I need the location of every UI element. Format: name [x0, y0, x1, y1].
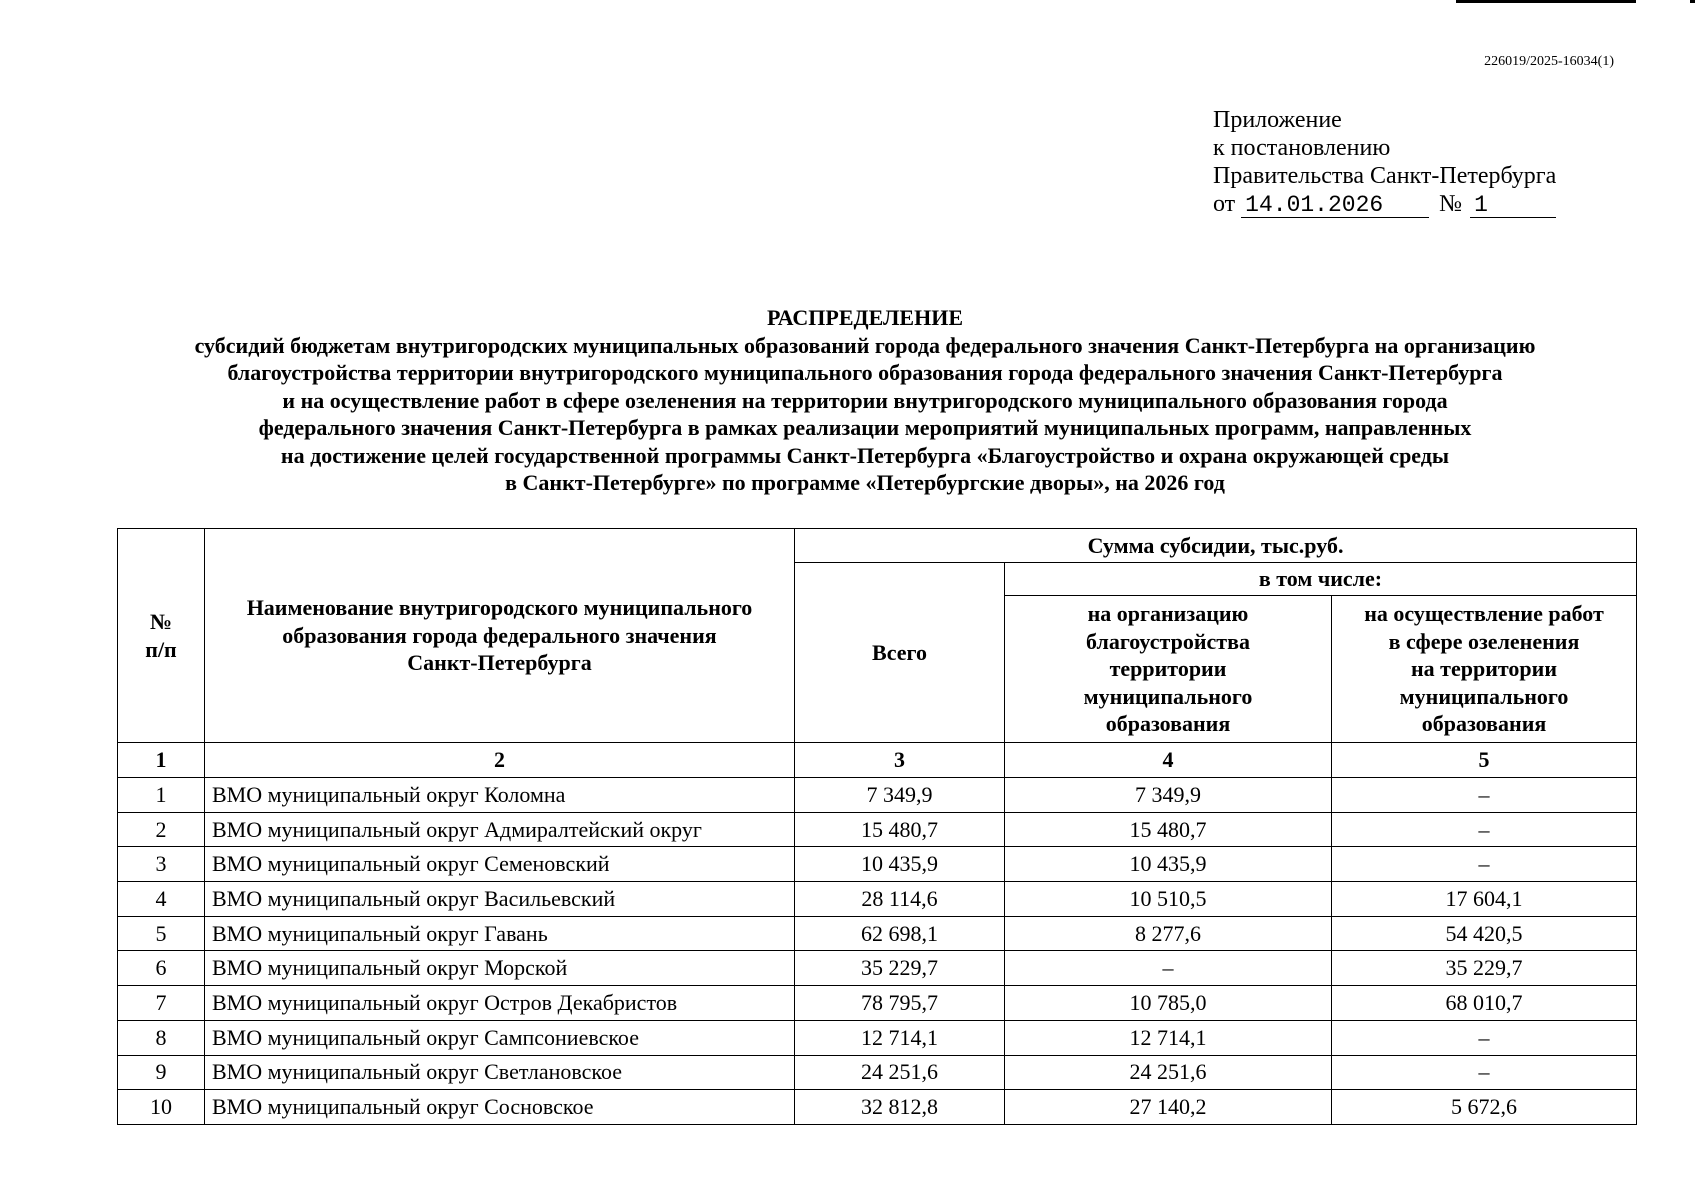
document-number: 226019/2025-16034(1) [1484, 54, 1614, 69]
row-number: 7 [118, 986, 205, 1021]
row-name: ВМО муниципальный округ Сосновское [205, 1090, 795, 1125]
row-name: ВМО муниципальный округ Гавань [205, 916, 795, 951]
row-name: ВМО муниципальный округ Адмиралтейский округ [205, 812, 795, 847]
from-label: от [1213, 191, 1236, 217]
row-improvement: 10 785,0 [1005, 986, 1332, 1021]
appendix-line: Правительства Санкт-Петербурга [1213, 163, 1557, 189]
row-greening: – [1332, 1020, 1637, 1055]
row-name: ВМО муниципальный округ Светлановское [205, 1055, 795, 1090]
row-name: ВМО муниципальный округ Морской [205, 951, 795, 986]
row-improvement: – [1005, 951, 1332, 986]
row-total: 28 114,6 [795, 882, 1005, 917]
row-improvement: 27 140,2 [1005, 1090, 1332, 1125]
row-greening: 5 672,6 [1332, 1090, 1637, 1125]
row-greening: 17 604,1 [1332, 882, 1637, 917]
row-total: 32 812,8 [795, 1090, 1005, 1125]
appendix-date-line [1213, 190, 1556, 218]
row-greening: – [1332, 778, 1637, 813]
row-total: 78 795,7 [795, 986, 1005, 1021]
number-label: № [1439, 191, 1463, 217]
header-num: № п/п [118, 529, 205, 743]
row-improvement: 15 480,7 [1005, 812, 1332, 847]
resolution-number: 1 [1470, 193, 1556, 218]
row-total: 12 714,1 [795, 1020, 1005, 1055]
scan-mark-dot [1690, 0, 1695, 3]
header-improvement: на организацию благоустройства территории муниципального образования [1005, 596, 1332, 743]
row-total: 10 435,9 [795, 847, 1005, 882]
column-index: 3 [795, 743, 1005, 778]
header-greening: на осуществление работ в сфере озеленения на территории муниципального образования [1332, 596, 1637, 743]
row-name: ВМО муниципальный округ Васильевский [205, 882, 795, 917]
document-title [100, 304, 1630, 497]
title-line: и на осуществление работ в сфере озеленения на территории внутригородского муниципального образования города [282, 387, 1448, 413]
resolution-date: 14.01.2026 [1241, 193, 1429, 218]
title-line: на достижение целей государственной программы Санкт-Петербурга «Благоустройство и охрана окружающей среды [280, 442, 1450, 468]
row-number: 1 [118, 778, 205, 813]
table-row [118, 1020, 1637, 1055]
row-total: 24 251,6 [795, 1055, 1005, 1090]
title-heading: РАСПРЕДЕЛЕНИЕ [766, 305, 963, 330]
row-greening: – [1332, 847, 1637, 882]
row-greening: – [1332, 1055, 1637, 1090]
appendix-line: к постановлению [1213, 135, 1391, 161]
table-row [118, 1090, 1637, 1125]
header-name: Наименование внутригородского муниципального образования города федерального значения Санкт-Петербурга [205, 529, 795, 743]
table-row [118, 916, 1637, 951]
row-greening: 54 420,5 [1332, 916, 1637, 951]
row-improvement: 24 251,6 [1005, 1055, 1332, 1090]
row-improvement: 12 714,1 [1005, 1020, 1332, 1055]
row-total: 15 480,7 [795, 812, 1005, 847]
row-improvement: 8 277,6 [1005, 916, 1332, 951]
scan-mark-line [1456, 0, 1636, 3]
row-name: ВМО муниципальный округ Семеновский [205, 847, 795, 882]
column-index: 1 [118, 743, 205, 778]
row-number: 6 [118, 951, 205, 986]
row-number: 5 [118, 916, 205, 951]
table-row [118, 847, 1637, 882]
header-total: Всего [795, 563, 1005, 743]
row-number: 10 [118, 1090, 205, 1125]
row-improvement: 10 435,9 [1005, 847, 1332, 882]
row-number: 9 [118, 1055, 205, 1090]
row-total: 62 698,1 [795, 916, 1005, 951]
row-number: 2 [118, 812, 205, 847]
row-number: 8 [118, 1020, 205, 1055]
column-index: 5 [1332, 743, 1637, 778]
header-sum: Сумма субсидии, тыс.руб. [795, 529, 1637, 563]
appendix-line: Приложение [1213, 107, 1342, 133]
row-name: ВМО муниципальный округ Коломна [205, 778, 795, 813]
header-including: в том числе: [1005, 563, 1637, 596]
row-improvement: 10 510,5 [1005, 882, 1332, 917]
row-greening: 68 010,7 [1332, 986, 1637, 1021]
title-line: благоустройства территории внутригородского муниципального образования города федерального значения Санкт-Петербурга [227, 360, 1503, 385]
row-greening: – [1332, 812, 1637, 847]
appendix-block [1213, 106, 1556, 218]
table-row [118, 812, 1637, 847]
row-greening: 35 229,7 [1332, 951, 1637, 986]
row-name: ВМО муниципальный округ Сампсониевское [205, 1020, 795, 1055]
table-row [118, 882, 1637, 917]
row-total: 35 229,7 [795, 951, 1005, 986]
table-row [118, 951, 1637, 986]
table-row [118, 1055, 1637, 1090]
table-row [118, 986, 1637, 1021]
table-row [118, 778, 1637, 813]
title-line: субсидий бюджетам внутригородских муниципальных образований города федерального значения Санкт-Петербурга на организацию [194, 332, 1536, 358]
column-index: 4 [1005, 743, 1332, 778]
row-name: ВМО муниципальный округ Остров Декабристов [205, 986, 795, 1021]
column-index: 2 [205, 743, 795, 778]
row-improvement: 7 349,9 [1005, 778, 1332, 813]
row-number: 3 [118, 847, 205, 882]
title-line: федерального значения Санкт-Петербурга в рамках реализации мероприятий муниципальных программ, направленных [258, 415, 1472, 440]
row-number: 4 [118, 882, 205, 917]
subsidy-table [117, 528, 1637, 1125]
row-total: 7 349,9 [795, 778, 1005, 813]
title-line: в Санкт-Петербурге» по программе «Петербургские дворы», на 2026 год [505, 470, 1225, 495]
